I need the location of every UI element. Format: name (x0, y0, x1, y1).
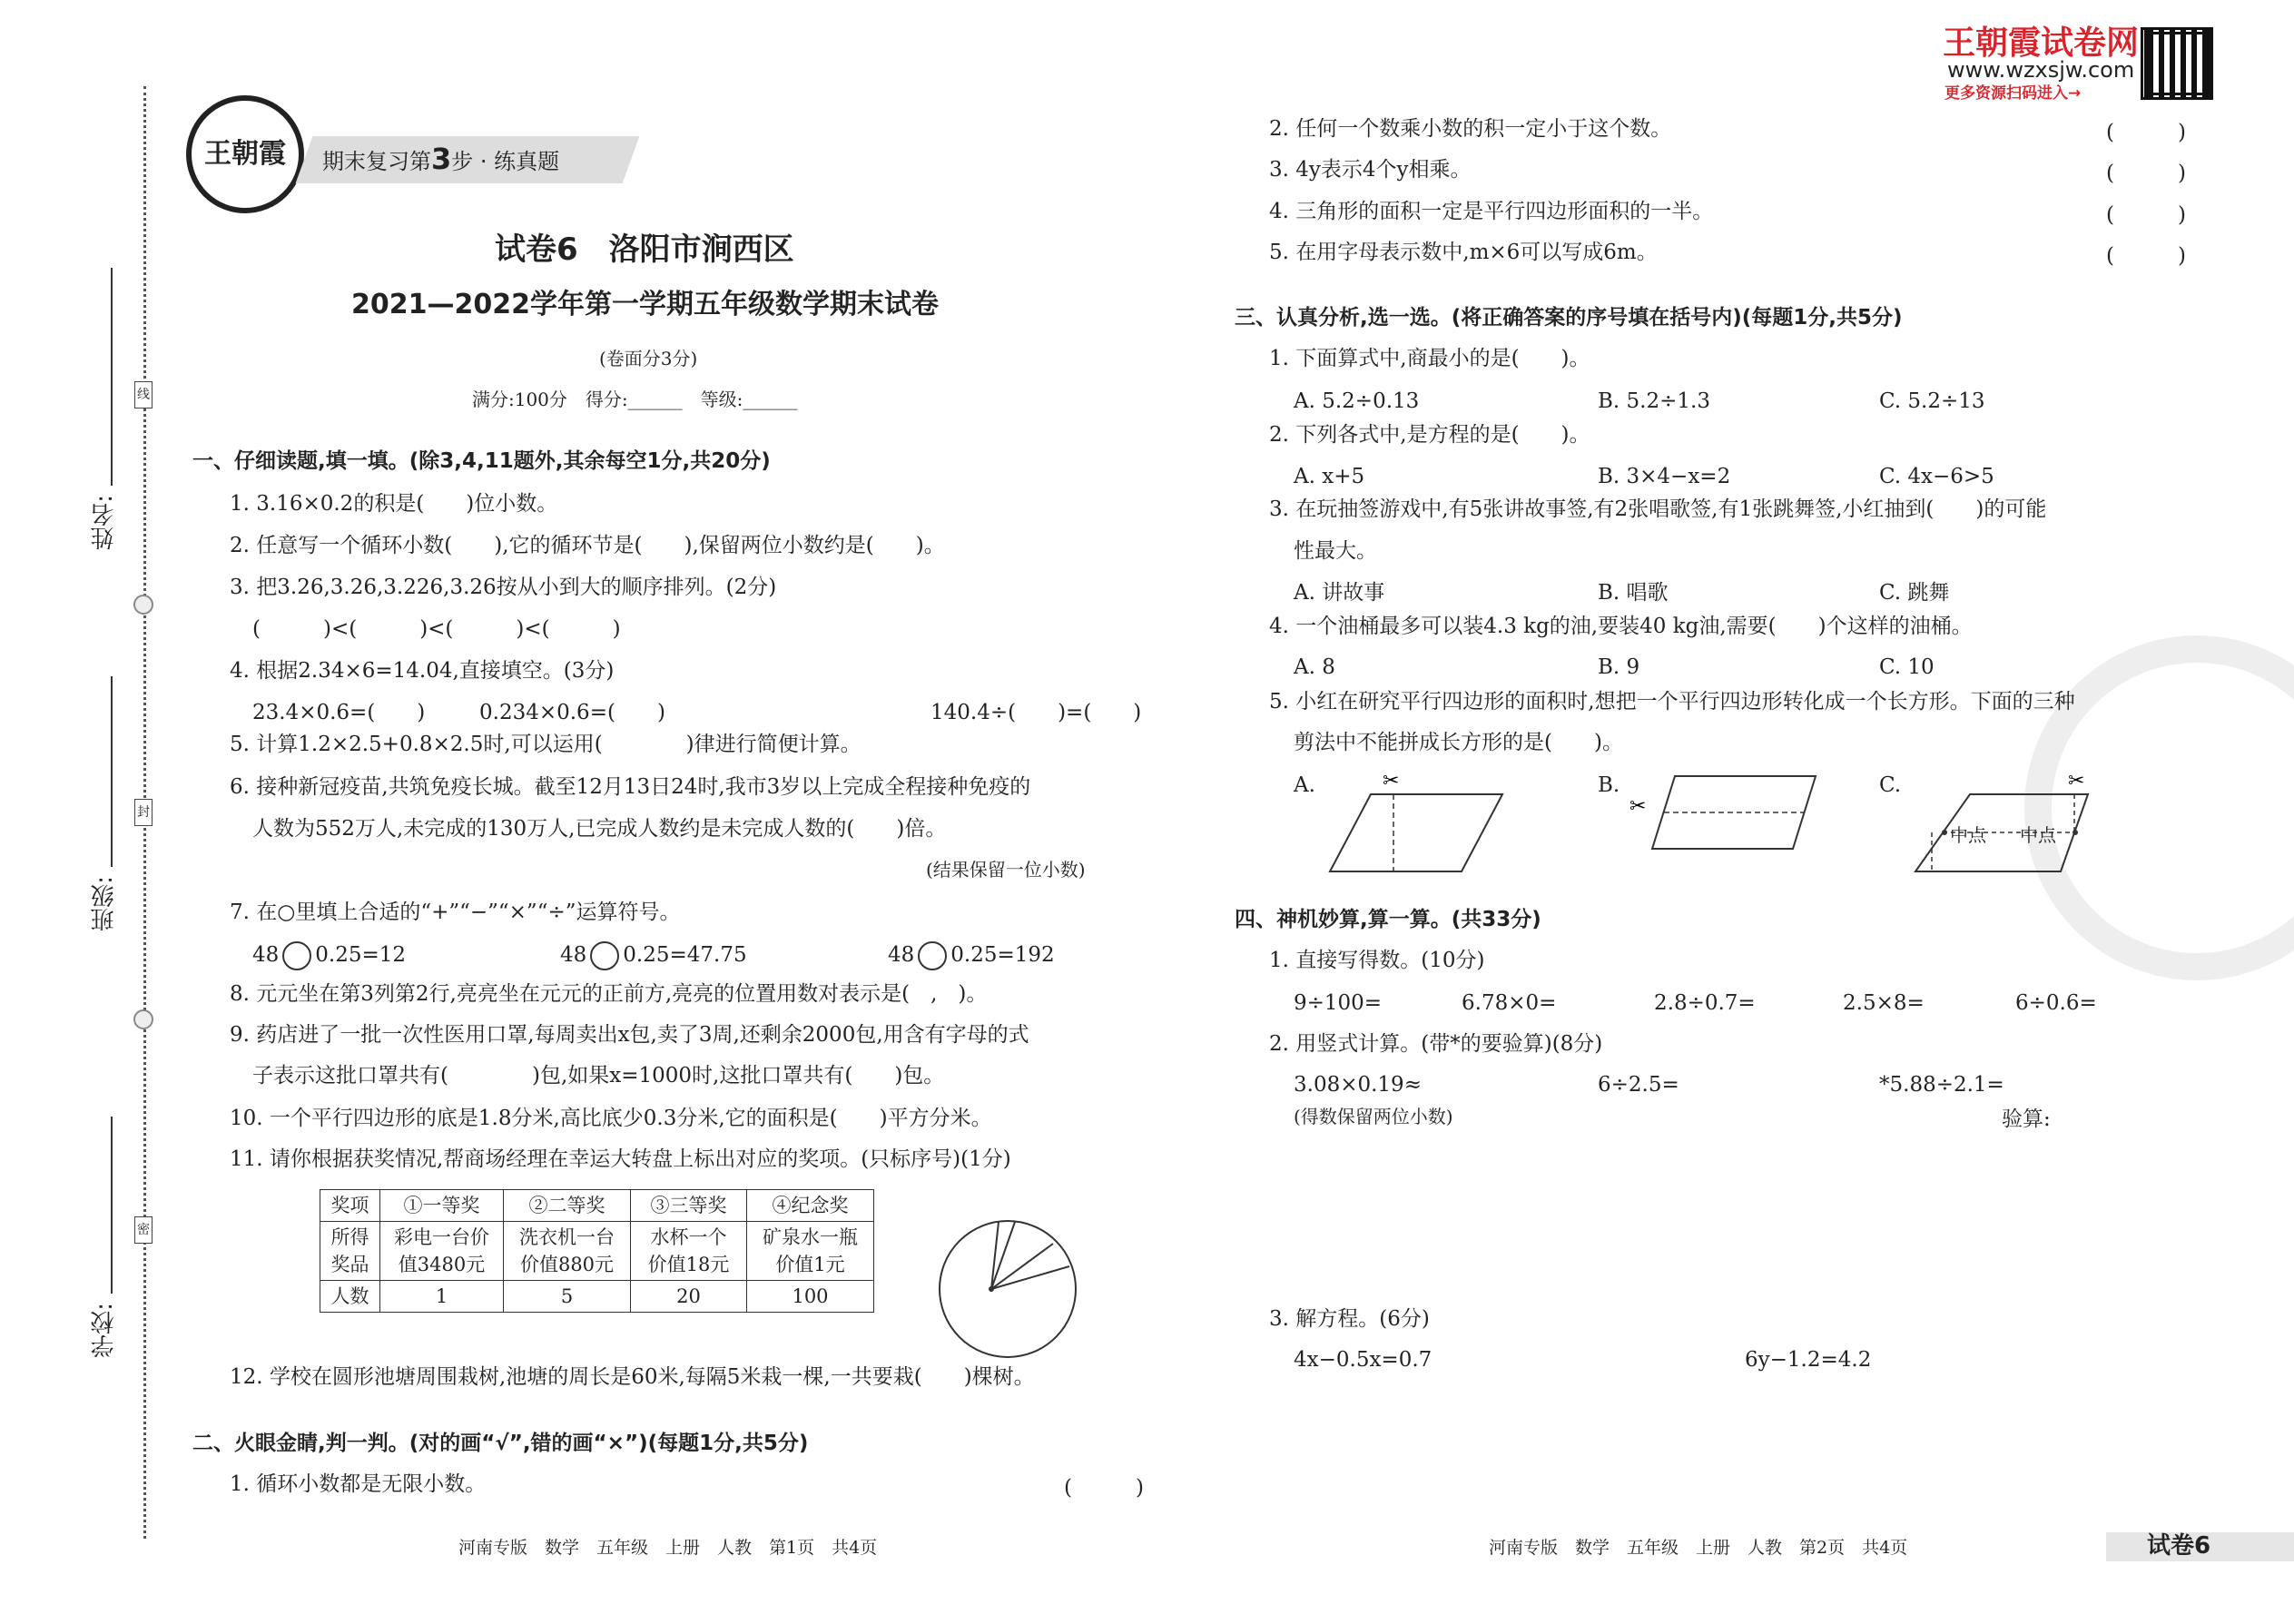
figure-b (1629, 767, 1829, 858)
calc-4: 2.5×8= (1843, 991, 1925, 1015)
logo-text: 王朝霞 (204, 138, 286, 170)
q1-5: 5. 计算1.2×2.5+0.8×2.5时,可以运用( )律进行简便计算。 (230, 733, 861, 756)
q3-5: 5. 小红在研究平行四边形的面积时,想把一个平行四边形转化成一个长方形。下面的三种 (1269, 690, 2075, 714)
footer-right: 河南专版 数学 五年级 上册 人教 第2页 共4页 (1489, 1538, 1908, 1558)
figure-c (1906, 767, 2106, 876)
q3-2: 2. 下列各式中,是方程的是( )。 (1269, 423, 1590, 447)
banner-title: 期末复习第3步 · 练真题 (322, 142, 560, 176)
site-hint: 更多资源扫码进入→ (1944, 84, 2082, 103)
q1-7-a: 48 0.25=12 (252, 941, 406, 970)
figure-a (1325, 767, 1543, 876)
equation-1: 4x−0.5x=0.7 (1294, 1348, 1433, 1372)
q1-7: 7. 在○里填上合适的“+”“−”“×”“÷”运算符号。 (230, 901, 681, 924)
calc-5: 6÷0.6= (2015, 991, 2097, 1015)
calc-1: 9÷100= (1294, 991, 1383, 1015)
seal-mi: 密 (134, 1216, 153, 1244)
blank-circle (918, 941, 947, 970)
q1-6-note: (结果保留一位小数) (926, 859, 1086, 881)
class-line (111, 676, 113, 867)
q1-8: 8. 元元坐在第3列第2行,亮亮坐在元元的正前方,亮亮的位置用数对表示是( , )。 (230, 982, 988, 1006)
seal-feng: 封 (134, 799, 153, 826)
q3-4-c: C. 10 (1879, 655, 1935, 679)
q3-1-a: A. 5.2÷0.13 (1294, 389, 1420, 413)
q3-2-a: A. x+5 (1294, 465, 1365, 488)
q3-3-c: C. 跳舞 (1879, 581, 1950, 605)
vertical-calc-2: 6÷2.5= (1598, 1073, 1679, 1097)
section-4-heading: 四、神机妙算,算一算。(共33分) (1235, 908, 1541, 931)
check-label: 验算: (2002, 1107, 2051, 1131)
q1-6-line2: 人数为552万人,未完成的130万人,已完成人数约是未完成人数的( )倍。 (252, 817, 947, 841)
svg-text:✂: ✂ (2068, 770, 2085, 792)
q3-1-c: C. 5.2÷13 (1879, 389, 1985, 413)
q1-6: 6. 接种新冠疫苗,共筑免疫长城。截至12月13日24时,我市3岁以上完成全程接种免疫的 (230, 775, 1031, 799)
q1-2: 2. 任意写一个循环小数( ),它的循环节是( ),保留两位小数约是( )。 (230, 534, 945, 557)
q3-4-b: B. 9 (1598, 655, 1640, 679)
vertical-calc-1-note: (得数保留两位小数) (1294, 1106, 1453, 1127)
section-1-heading: 一、仔细读题,填一填。(除3,4,11题外,其余每空1分,共20分) (192, 449, 771, 473)
q3-1: 1. 下面算式中,商最小的是( )。 (1269, 347, 1590, 370)
q2-1-paren: ( ) (1064, 1476, 1151, 1500)
section-3-heading: 三、认真分析,选一选。(将正确答案的序号填在括号内)(每题1分,共5分) (1235, 306, 1903, 330)
equation-2: 6y−1.2=4.2 (1745, 1348, 1872, 1372)
q1-4: 4. 根据2.34×6=14.04,直接填空。(3分) (230, 659, 615, 683)
site-url: www.wzxsjw.com (1947, 57, 2135, 83)
score-line: 满分:100分 得分:______ 等级:______ (472, 389, 798, 410)
q2-4-paren: ( ) (2106, 203, 2193, 227)
q3-2-b: B. 3×4−x=2 (1598, 465, 1731, 488)
class-label: 班级: (91, 876, 118, 931)
q1-4-a: 23.4×0.6=( ) (252, 701, 426, 724)
logo-badge (186, 95, 304, 213)
vertical-calc-3: *5.88÷2.1= (1879, 1073, 2004, 1097)
name-line (111, 268, 113, 486)
q2-5-paren: ( ) (2106, 244, 2193, 268)
blank-circle (282, 941, 311, 970)
ring-icon (133, 1009, 153, 1029)
school-line (111, 1117, 113, 1294)
midpoint-label-1: 中点 (1950, 824, 1986, 846)
q2-5: 5. 在用字母表示数中,m×6可以写成6m。 (1269, 241, 1658, 264)
q3-3: 3. 在玩抽签游戏中,有5张讲故事签,有2张唱歌签,有1张跳舞签,小红抽到( )的可能 (1269, 497, 2047, 521)
award-table: 奖项 ①一等奖 ②二等奖 ③三等奖 ④纪念奖 所得 奖品 彩电一台价 值3480元 洗衣机一台 价值880元 水杯一个 价值18元 矿泉水一瓶 价值1元 人数 1 5 20 100 (320, 1189, 874, 1313)
q1-12: 12. 学校在圆形池塘周围栽树,池塘的周长是60米,每隔5米栽一棵,一共要栽( )棵树。 (230, 1365, 1035, 1389)
q3-5-line2: 剪法中不能拼成长方形的是( )。 (1294, 731, 1623, 754)
paper-tag: 试卷6 (2147, 1532, 2211, 1560)
q3-1-b: B. 5.2÷1.3 (1598, 389, 1710, 413)
paper-subtitle: 2021—2022学年第一学期五年级数学期末试卷 (351, 289, 939, 320)
q1-4-b: 0.234×0.6=( ) (479, 701, 665, 724)
q1-7-b: 48 0.25=47.75 (560, 941, 747, 970)
q3-5-b: B. (1598, 773, 1620, 797)
school-label: 学校: (91, 1303, 118, 1358)
svg-text:✂: ✂ (1629, 795, 1647, 818)
section-2-heading: 二、火眼金睛,判一判。(对的画“√”,错的画“×”)(每题1分,共5分) (192, 1432, 809, 1455)
q4-2: 2. 用竖式计算。(带*的要验算)(8分) (1269, 1032, 1603, 1056)
q1-1: 1. 3.16×0.2的积是( )位小数。 (230, 492, 558, 516)
qr-code-icon (2141, 27, 2213, 100)
paper-title: 试卷6 洛阳市涧西区 (495, 231, 794, 268)
q3-5-a: A. (1294, 773, 1315, 797)
q3-3-a: A. 讲故事 (1294, 581, 1385, 605)
svg-text:✂: ✂ (1383, 770, 1400, 792)
q2-3-paren: ( ) (2106, 162, 2193, 185)
q3-5-c: C. (1879, 773, 1902, 797)
name-label: 姓名: (91, 495, 118, 550)
site-name: 王朝霞试卷网 (1943, 25, 2140, 62)
q1-9-line2: 子表示这批口罩共有( )包,如果x=1000时,这批口罩共有( )包。 (252, 1064, 945, 1088)
q2-4: 4. 三角形的面积一定是平行四边形面积的一半。 (1269, 200, 1714, 223)
q1-3-answer: ( )<( )<( )<( ) (252, 617, 621, 641)
q1-11: 11. 请你根据获奖情况,帮商场经理在幸运大转盘上标出对应的奖项。(只标序号)(1分) (230, 1147, 1011, 1171)
calc-2: 6.78×0= (1462, 991, 1557, 1015)
q3-3-b: B. 唱歌 (1598, 581, 1669, 605)
q3-3-line2: 性最大。 (1294, 539, 1377, 563)
q2-2: 2. 任何一个数乘小数的积一定小于这个数。 (1269, 117, 1672, 141)
prize-wheel (935, 1198, 1080, 1380)
q1-4-c: 140.4÷( )=( ) (930, 701, 1142, 724)
q1-10: 10. 一个平行四边形的底是1.8分米,高比底少0.3分米,它的面积是( )平方分米。 (230, 1107, 992, 1130)
vertical-calc-1: 3.08×0.19≈ (1294, 1073, 1422, 1097)
q3-4: 4. 一个油桶最多可以装4.3 kg的油,要装40 kg油,需要( )个这样的油桶。 (1269, 615, 1973, 638)
q2-2-paren: ( ) (2106, 121, 2193, 144)
q4-1: 1. 直接写得数。(10分) (1269, 949, 1485, 972)
q2-3: 3. 4y表示4个y相乘。 (1269, 158, 1472, 182)
q4-3: 3. 解方程。(6分) (1269, 1307, 1430, 1331)
seal-xian: 线 (134, 381, 153, 408)
q1-9: 9. 药店进了一批一次性医用口罩,每周卖出x包,卖了3周,还剩余2000包,用含有字母的式 (230, 1023, 1029, 1047)
midpoint-label-2: 中点 (2020, 824, 2056, 846)
q3-2-c: C. 4x−6>5 (1879, 465, 1994, 488)
q3-4-a: A. 8 (1294, 655, 1335, 679)
q1-3: 3. 把3.26,3.26,3.226,3.26按从小到大的顺序排列。(2分) (230, 576, 777, 599)
q1-7-c: 48 0.25=192 (888, 941, 1055, 970)
ring-icon (133, 595, 153, 615)
q2-1: 1. 循环小数都是无限小数。 (230, 1472, 487, 1496)
footer-left: 河南专版 数学 五年级 上册 人教 第1页 共4页 (458, 1538, 878, 1558)
neatness-note: (卷面分3分) (599, 348, 698, 369)
blank-circle (590, 941, 619, 970)
calc-3: 2.8÷0.7= (1654, 991, 1756, 1015)
